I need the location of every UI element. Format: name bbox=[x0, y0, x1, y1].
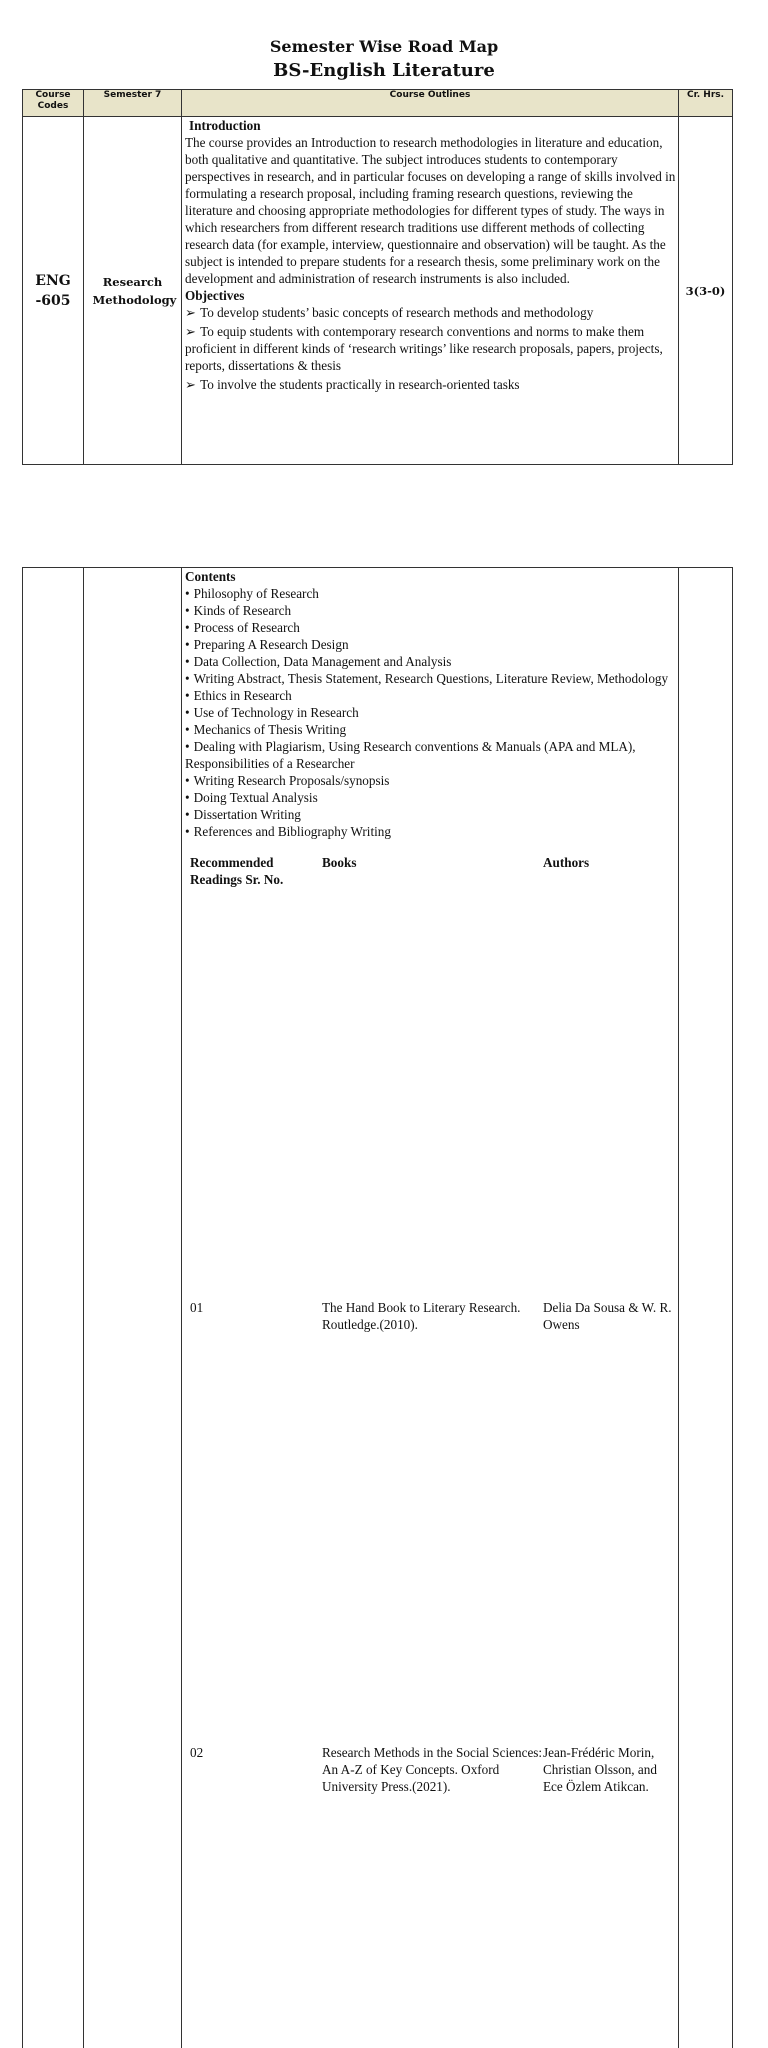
course-contents bbox=[182, 568, 679, 2048]
readings-header-number: Recommended Readings Sr. No. bbox=[185, 854, 322, 1299]
contents-item: • Ethics in Research bbox=[185, 687, 676, 704]
contents-item: • Dealing with Plagiarism, Using Research conventions & Manuals (APA and MLA), Responsibilities of a Researcher bbox=[185, 738, 676, 772]
bullet-icon: • bbox=[185, 722, 190, 737]
contents-item: • Doing Textual Analysis bbox=[185, 789, 676, 806]
bullet-icon: • bbox=[185, 688, 190, 703]
document-title: Semester Wise Road Map bbox=[0, 37, 768, 56]
contents-item: • Preparing A Research Design bbox=[185, 636, 676, 653]
objectives-heading: Objectives bbox=[185, 287, 676, 304]
readings-header-authors: Authors bbox=[543, 854, 676, 1299]
course-name bbox=[84, 117, 182, 465]
contents-item: • Mechanics of Thesis Writing bbox=[185, 721, 676, 738]
reading-number: 02 bbox=[185, 1744, 322, 2048]
arrow-bullet-icon: ➢ bbox=[185, 324, 196, 339]
bullet-icon: • bbox=[185, 790, 190, 805]
contents-item: • Philosophy of Research bbox=[185, 585, 676, 602]
course-row bbox=[23, 117, 733, 465]
reading-row bbox=[185, 1299, 676, 1744]
contents-item: • Data Collection, Data Management and Analysis bbox=[185, 653, 676, 670]
column-header-credit-hours: Cr. Hrs. bbox=[679, 90, 733, 117]
objective-item: ➢ To develop students’ basic concepts of research methods and methodology bbox=[185, 304, 676, 321]
readings-header-row bbox=[185, 854, 676, 1299]
objective-item: ➢ To equip students with contemporary research conventions and norms to make them proficient in different kinds of ‘research writings’ like research proposals, papers, projects, reports, dissertations & thesis bbox=[185, 323, 676, 374]
bullet-icon: • bbox=[185, 654, 190, 669]
arrow-bullet-icon: ➢ bbox=[185, 377, 196, 392]
bullet-icon: • bbox=[185, 671, 190, 686]
course-outline bbox=[182, 117, 679, 465]
contents-item: • Kinds of Research bbox=[185, 602, 676, 619]
contents-item: • Dissertation Writing bbox=[185, 806, 676, 823]
column-header-semester: Semester 7 bbox=[84, 90, 182, 117]
course-row-continued bbox=[23, 568, 733, 2048]
column-header-course-codes: Course Codes bbox=[23, 90, 84, 117]
bullet-icon: • bbox=[185, 824, 190, 839]
reading-authors: Jean-Frédéric Morin, Christian Olsson, and Ece Özlem Atikcan. bbox=[543, 1744, 676, 2048]
course-code-text: ENG-605 bbox=[33, 271, 73, 311]
bullet-icon: • bbox=[185, 586, 190, 601]
readings-header-books: Books bbox=[322, 854, 543, 1299]
introduction-heading: Introduction bbox=[185, 117, 676, 134]
bullet-icon: • bbox=[185, 637, 190, 652]
reading-book: The Hand Book to Literary Research. Routledge.(2010). bbox=[322, 1299, 543, 1744]
course-table bbox=[22, 89, 733, 465]
course-code bbox=[23, 117, 84, 465]
contents-heading: Contents bbox=[185, 568, 676, 585]
contents-item: • Use of Technology in Research bbox=[185, 704, 676, 721]
empty-credit-cell bbox=[679, 568, 733, 2048]
column-header-course-outlines: Course Outlines bbox=[182, 90, 679, 117]
contents-item: • Process of Research bbox=[185, 619, 676, 636]
contents-item: • Writing Abstract, Thesis Statement, Research Questions, Literature Review, Methodology bbox=[185, 670, 676, 687]
course-name-text: Research Methodology bbox=[93, 273, 173, 309]
bullet-icon: • bbox=[185, 739, 190, 754]
bullet-icon: • bbox=[185, 620, 190, 635]
credit-hours: 3(3-0) bbox=[679, 117, 733, 465]
bullet-icon: • bbox=[185, 773, 190, 788]
recommended-readings-table bbox=[185, 854, 676, 2048]
table-header-row bbox=[23, 90, 733, 117]
empty-code-cell bbox=[23, 568, 84, 2048]
contents-item: • References and Bibliography Writing bbox=[185, 823, 676, 840]
bullet-icon: • bbox=[185, 603, 190, 618]
reading-authors: Delia Da Sousa & W. R. Owens bbox=[543, 1299, 676, 1744]
arrow-bullet-icon: ➢ bbox=[185, 305, 196, 320]
course-table-continued bbox=[22, 567, 733, 2048]
reading-row bbox=[185, 1744, 676, 2048]
document-subtitle: BS-English Literature bbox=[0, 60, 768, 81]
empty-name-cell bbox=[84, 568, 182, 2048]
introduction-text: The course provides an Introduction to research methodologies in literature and education, both qualitative and quantitative. The subject introduces students to contemporary perspectives in research, and in particular focuses on developing a range of skills involved in formulating a research proposal, including framing research questions, reviewing the literature and choosing appropriate methodologies for different types of study. The ways in which researchers from different research traditions use different methods of collecting research data (for example, interview, questionnaire and observation) will be taught. As the subject is intended to prepare students for a research thesis, some preliminary work on the development and administration of research instruments is also included. bbox=[185, 134, 676, 287]
reading-book: Research Methods in the Social Sciences: An A-Z of Key Concepts. Oxford University Press.(2021). bbox=[322, 1744, 543, 2048]
reading-number: 01 bbox=[185, 1299, 322, 1744]
bullet-icon: • bbox=[185, 807, 190, 822]
bullet-icon: • bbox=[185, 705, 190, 720]
objective-item: ➢ To involve the students practically in research-oriented tasks bbox=[185, 376, 676, 393]
contents-item: • Writing Research Proposals/synopsis bbox=[185, 772, 676, 789]
contents-list bbox=[185, 585, 676, 840]
